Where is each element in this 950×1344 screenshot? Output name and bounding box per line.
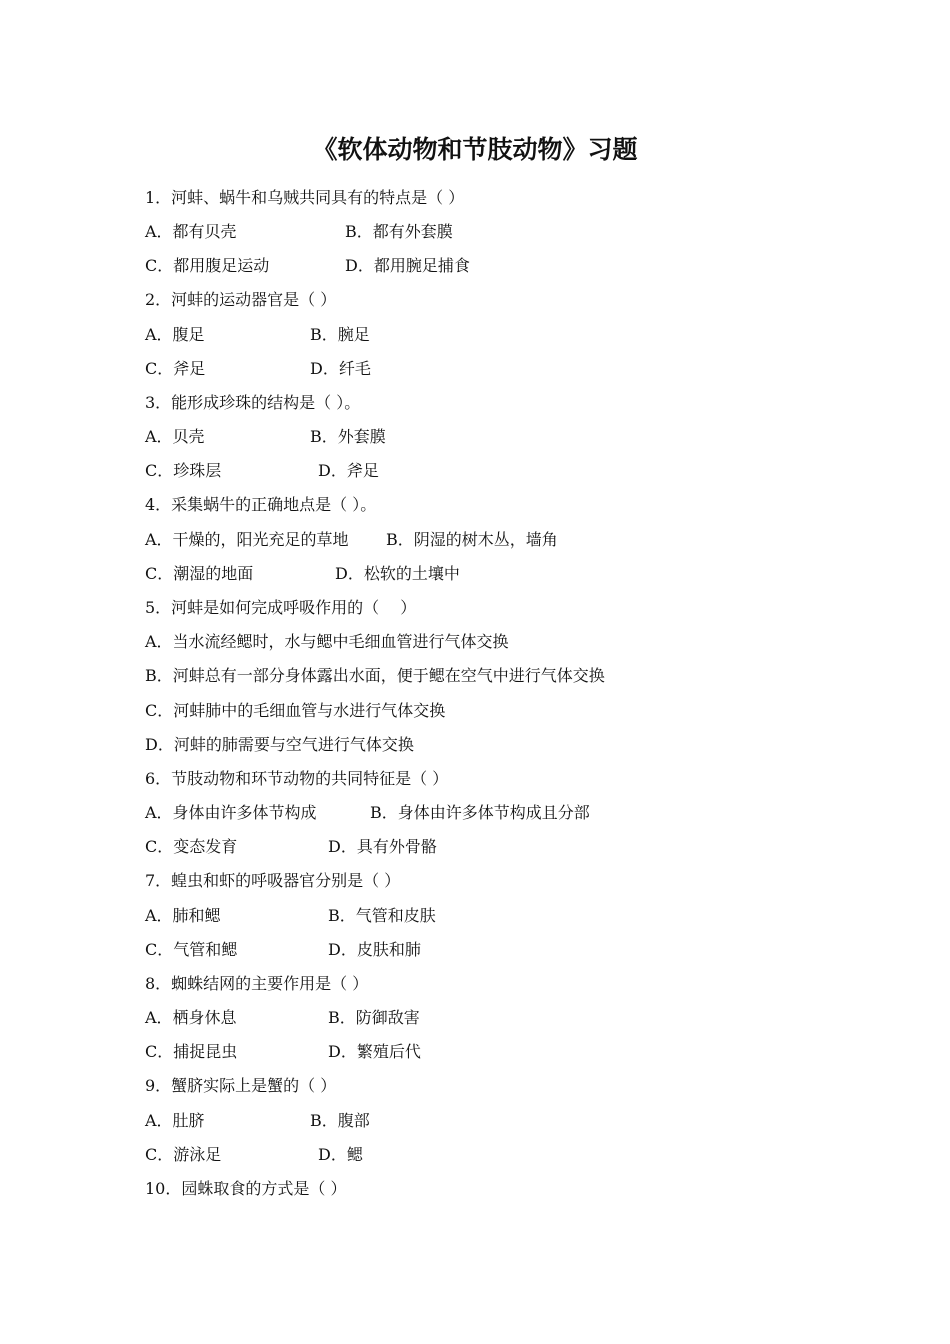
question-5-option-c: C．河蚌肺中的毛细血管与水进行气体交换	[145, 701, 446, 720]
question-1-option-d: D．都用腕足捕食	[345, 256, 470, 275]
question-3-option-c: C．珍珠层	[145, 461, 222, 480]
question-stem-2: 2．河蚌的运动器官是（ ）	[145, 290, 337, 309]
question-1-option-c: C．都用腹足运动	[145, 256, 270, 275]
question-7-option-b: B．气管和皮肤	[328, 906, 436, 925]
question-stem-10: 10．园蛛取食的方式是（ ）	[145, 1179, 347, 1198]
question-1-option-b: B．都有外套膜	[345, 222, 453, 241]
question-4-option-c: C．潮湿的地面	[145, 564, 254, 583]
question-2-option-c: C．斧足	[145, 359, 206, 378]
question-stem-3: 3．能形成珍珠的结构是（ ）。	[145, 393, 361, 412]
question-stem-1: 1．河蚌、蜗牛和乌贼共同具有的特点是（ ）	[145, 188, 465, 207]
question-9-option-d: D．鳃	[318, 1145, 363, 1164]
question-9-option-a: A．肚脐	[145, 1111, 205, 1130]
question-6-option-d: D．具有外骨骼	[328, 837, 437, 856]
question-2-option-b: B．腕足	[310, 325, 370, 344]
question-3-option-b: B．外套膜	[310, 427, 386, 446]
question-stem-8: 8．蜘蛛结网的主要作用是（ ）	[145, 974, 369, 993]
question-4-option-a: A．干燥的，阳光充足的草地	[145, 530, 349, 549]
question-5-option-b: B．河蚌总有一部分身体露出水面，便于鳃在空气中进行气体交换	[145, 666, 605, 685]
question-4-option-b: B．阴湿的树木丛，墙角	[386, 530, 558, 549]
question-3-option-a: A．贝壳	[145, 427, 205, 446]
question-5-option-d: D．河蚌的肺需要与空气进行气体交换	[145, 735, 414, 754]
question-stem-4: 4．采集蜗牛的正确地点是（ ）。	[145, 495, 377, 514]
question-7-option-a: A．肺和鳃	[145, 906, 221, 925]
question-2-option-a: A．腹足	[145, 325, 205, 344]
question-9-option-b: B．腹部	[310, 1111, 370, 1130]
question-8-option-d: D．繁殖后代	[328, 1042, 421, 1061]
question-7-option-d: D．皮肤和肺	[328, 940, 421, 959]
question-4-option-d: D．松软的土壤中	[335, 564, 460, 583]
question-8-option-b: B．防御敌害	[328, 1008, 420, 1027]
question-stem-7: 7．蝗虫和虾的呼吸器官分别是（ ）	[145, 871, 401, 890]
question-2-option-d: D．纤毛	[310, 359, 371, 378]
question-3-option-d: D．斧足	[318, 461, 379, 480]
question-7-option-c: C．气管和鳃	[145, 940, 238, 959]
question-5-option-a: A．当水流经鳃时，水与鳃中毛细血管进行气体交换	[145, 632, 509, 651]
question-stem-5: 5．河蚌是如何完成呼吸作用的（ ）	[145, 598, 417, 617]
question-6-option-a: A．身体由许多体节构成	[145, 803, 317, 822]
question-stem-6: 6．节肢动物和环节动物的共同特征是（ ）	[145, 769, 449, 788]
page-title: 《软体动物和节肢动物》习题	[312, 135, 638, 164]
question-8-option-a: A．栖身休息	[145, 1008, 237, 1027]
question-6-option-b: B．身体由许多体节构成且分部	[370, 803, 590, 822]
question-8-option-c: C．捕捉昆虫	[145, 1042, 238, 1061]
question-1-option-a: A．都有贝壳	[145, 222, 237, 241]
question-stem-9: 9．蟹脐实际上是蟹的（ ）	[145, 1076, 337, 1095]
question-6-option-c: C．变态发育	[145, 837, 238, 856]
question-9-option-c: C．游泳足	[145, 1145, 222, 1164]
